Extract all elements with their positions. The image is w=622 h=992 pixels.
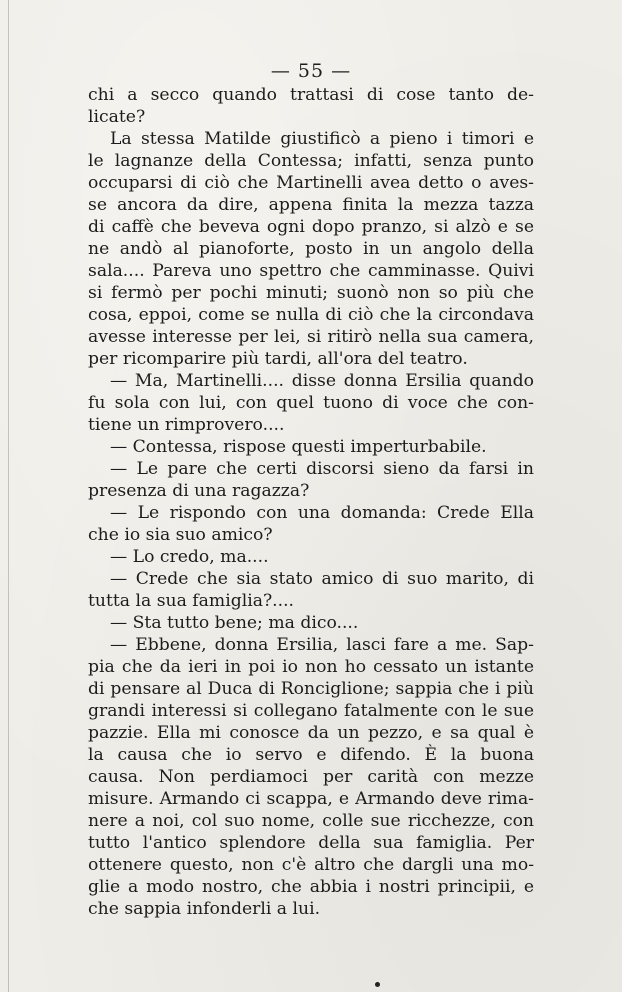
page-edge-shadow	[8, 0, 9, 992]
text-line: — Sta tutto bene; ma dico....	[110, 613, 359, 633]
text-line: nere a noi, col suo nome, colle sue ricchezze, con	[88, 811, 534, 831]
text-line: per ricomparire più tardi, all'ora del teatro.	[88, 349, 468, 369]
text-line: di caffè che beveva ogni dopo pranzo, si alzò e se	[88, 217, 534, 237]
text-line: tutto l'antico splendore della sua famiglia. Per	[88, 833, 534, 853]
text-line: cosa, eppoi, come se nulla di ciò che la circondava	[88, 305, 534, 325]
text-line: di pensare al Duca di Ronciglione; sappia che i più	[88, 679, 534, 699]
ink-dot	[375, 982, 380, 987]
text-line: — Lo credo, ma....	[110, 547, 269, 567]
text-line: glie a modo nostro, che abbia i nostri principii, e	[88, 877, 534, 897]
body-text	[88, 84, 534, 920]
text-line: pia che da ieri in poi io non ho cessato un istante	[88, 657, 534, 677]
text-line: tiene un rimprovero....	[88, 415, 285, 435]
text-line: pazzie. Ella mi conosce da un pezzo, e sa qual è	[88, 723, 534, 743]
text-line: licate?	[88, 107, 146, 127]
text-line: ne andò al pianoforte, posto in un angolo della	[88, 239, 534, 259]
text-line: — Ebbene, donna Ersilia, lasci fare a me. Sap-	[110, 635, 534, 655]
page-number: — 55 —	[270, 60, 352, 82]
text-line: — Le rispondo con una domanda: Crede Ella	[110, 503, 534, 523]
text-line: misure. Armando ci scappa, e Armando deve rima-	[88, 789, 534, 809]
text-line: sala.... Pareva uno spettro che camminasse. Quivi	[88, 261, 534, 281]
text-line: — Crede che sia stato amico di suo marito, di	[110, 569, 534, 589]
text-line: — Contessa, rispose questi imperturbabile.	[110, 437, 487, 457]
text-line: avesse interesse per lei, si ritirò nella sua camera,	[88, 327, 534, 347]
text-line: La stessa Matilde giustificò a pieno i timori e	[110, 129, 534, 149]
text-line: le lagnanze della Contessa; infatti, senza punto	[88, 151, 534, 171]
text-line: ottenere questo, non c'è altro che dargli una mo-	[88, 855, 534, 875]
text-line: occuparsi di ciò che Martinelli avea detto o aves-	[88, 173, 534, 193]
text-line: chi a secco quando trattasi di cose tanto de-	[88, 85, 534, 105]
text-line: causa. Non perdiamoci per carità con mezze	[88, 767, 534, 787]
text-line: se ancora da dire, appena finita la mezza tazza	[88, 195, 534, 215]
text-line: fu sola con lui, con quel tuono di voce che con-	[88, 393, 534, 413]
text-line: — Le pare che certi discorsi sieno da farsi in	[110, 459, 534, 479]
text-line: si fermò per pochi minuti; suonò non so più che	[88, 283, 534, 303]
text-line: che sappia infonderli a lui.	[88, 899, 321, 919]
text-line: che io sia suo amico?	[88, 525, 273, 545]
text-line: — Ma, Martinelli.... disse donna Ersilia quando	[110, 371, 534, 391]
text-line: la causa che io servo e difendo. È la buona	[88, 745, 534, 765]
text-line: grandi interessi si collegano fatalmente con le sue	[88, 701, 534, 721]
text-line: tutta la sua famiglia?....	[88, 591, 295, 611]
text-line: presenza di una ragazza?	[88, 481, 310, 501]
